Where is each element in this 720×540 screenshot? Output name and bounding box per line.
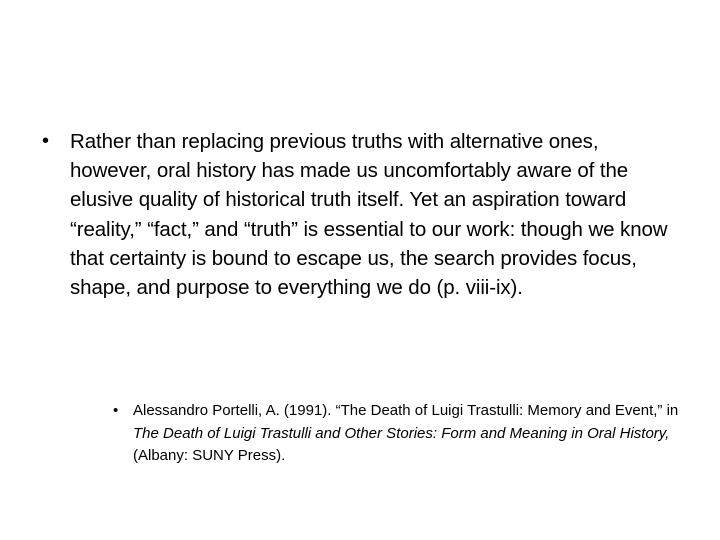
citation-bullet (113, 400, 693, 468)
citation-author-and-chapter: Alessandro Portelli, A. (1991). “The Death of Luigi Trastulli: Memory and Event,” in (133, 402, 679, 419)
quote-bullet (42, 127, 692, 302)
bullet-glyph: • (113, 402, 119, 419)
citation-book-title: The Death of Luigi Trastulli and Other Stories: Form and Meaning in Oral History, (133, 424, 670, 442)
bullet-glyph: • (42, 130, 50, 152)
citation-text (133, 400, 693, 468)
quote-text: Rather than replacing previous truths with alternative ones, however, oral history has made us uncomfortably aware of the elusive quality of historical truth itself. Yet an aspiration toward “reality,” “fact,” and “truth” is essential to our work: though we know that certainty is bound to escape us, the search provides focus, shape, and purpose to everything we do (p. viii-ix). (70, 130, 668, 300)
citation-publisher: (Albany: SUNY Press). (133, 447, 286, 464)
